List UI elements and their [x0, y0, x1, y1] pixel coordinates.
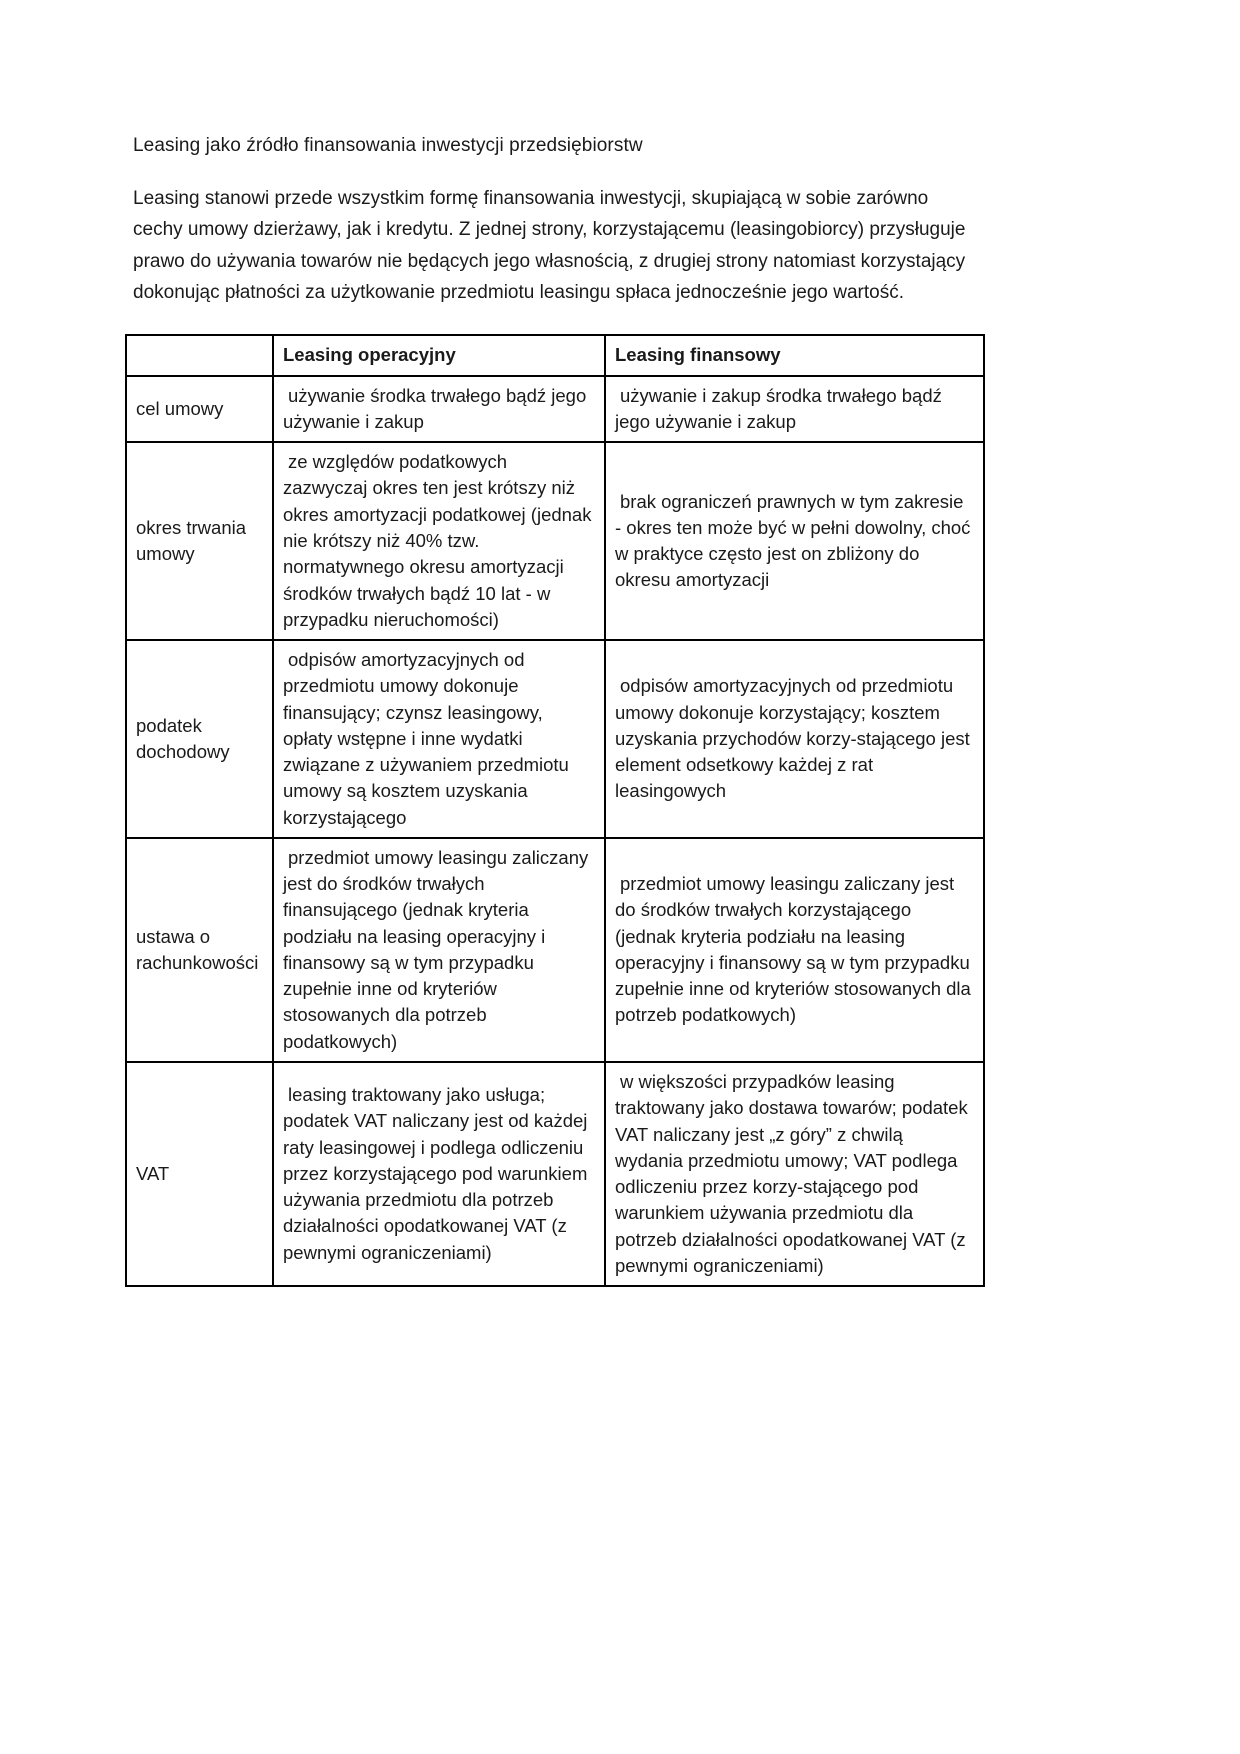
table-header-finansowy: Leasing finansowy — [605, 335, 984, 375]
cell-finansowy: w większości przypadków leasing traktowany jako dostawa towarów; podatek VAT naliczany jest „z góry” z chwilą wydania przedmiotu umowy; VAT podlega odliczeniu przez korzy-stającego pod warunkiem używania przedmiotu dla potrzeb działalności opodatkowanej VAT (z pewnymi ograniczeniami) — [605, 1062, 984, 1286]
row-label: okres trwania umowy — [126, 442, 273, 640]
cell-operacyjny: ze względów podatkowych zazwyczaj okres ten jest krótszy niż okres amortyzacji podatkowej (jednak nie krótszy niż 40% tzw. normatywnego okresu amortyzacji środków trwałych bądź 10 lat - w przypadku nieruchomości) — [273, 442, 605, 640]
table-header-row — [126, 335, 984, 375]
table-header-operacyjny: Leasing operacyjny — [273, 335, 605, 375]
row-label: cel umowy — [126, 376, 273, 443]
table-header-empty — [126, 335, 273, 375]
table-row-okres-trwania — [126, 442, 984, 640]
cell-finansowy: używanie i zakup środka trwałego bądź jego używanie i zakup — [605, 376, 984, 443]
intro-paragraph: Leasing stanowi przede wszystkim formę finansowania inwestycji, skupiającą w sobie zarówno cechy umowy dzierżawy, jak i kredytu. Z jednej strony, korzystającemu (leasingobiorcy) przysługuje prawo do używania towarów nie będących jego własnością, z drugiej strony natomiast korzystający dokonując płatności za użytkowanie przedmiotu leasingu spłaca jednocześnie jego wartość. — [133, 188, 966, 304]
cell-finansowy: przedmiot umowy leasingu zaliczany jest do środków trwałych korzystającego (jednak kryteria podziału na leasing operacyjny i finansowy są w tym przypadku zupełnie inne od kryteriów stosowanych dla potrzeb podatkowych) — [605, 838, 984, 1062]
cell-finansowy: odpisów amortyzacyjnych od przedmiotu umowy dokonuje korzystający; kosztem uzyskania przychodów korzy-stającego jest element odsetkowy każdej z rat leasingowych — [605, 640, 984, 838]
document-title: Leasing jako źródło finansowania inwestycji przedsiębiorstw — [133, 135, 643, 156]
table-row-ustawa-o-rachunkowosci — [126, 838, 984, 1062]
row-label: podatek dochodowy — [126, 640, 273, 838]
leasing-comparison-table — [125, 334, 985, 1287]
table-row-podatek-dochodowy — [126, 640, 984, 838]
cell-operacyjny: przedmiot umowy leasingu zaliczany jest do środków trwałych finansującego (jednak kryteria podziału na leasing operacyjny i finansowy są w tym przypadku zupełnie inne od kryteriów stosowanych dla potrzeb podatkowych) — [273, 838, 605, 1062]
row-label: VAT — [126, 1062, 273, 1286]
cell-operacyjny: odpisów amortyzacyjnych od przedmiotu umowy dokonuje finansujący; czynsz leasingowy, opłaty wstępne i inne wydatki związane z używaniem przedmiotu umowy są kosztem uzyskania korzystającego — [273, 640, 605, 838]
table-row-cel-umowy — [126, 376, 984, 443]
cell-finansowy: brak ograniczeń prawnych w tym zakresie - okres ten może być w pełni dowolny, choć w praktyce często jest on zbliżony do okresu amortyzacji — [605, 442, 984, 640]
row-label: ustawa o rachunkowości — [126, 838, 273, 1062]
cell-operacyjny: leasing traktowany jako usługa; podatek VAT naliczany jest od każdej raty leasingowej i podlega odliczeniu przez korzystającego pod warunkiem używania przedmiotu dla potrzeb działalności opodatkowanej VAT (z pewnymi ograniczeniami) — [273, 1062, 605, 1286]
table-row-vat — [126, 1062, 984, 1286]
cell-operacyjny: używanie środka trwałego bądź jego używanie i zakup — [273, 376, 605, 443]
